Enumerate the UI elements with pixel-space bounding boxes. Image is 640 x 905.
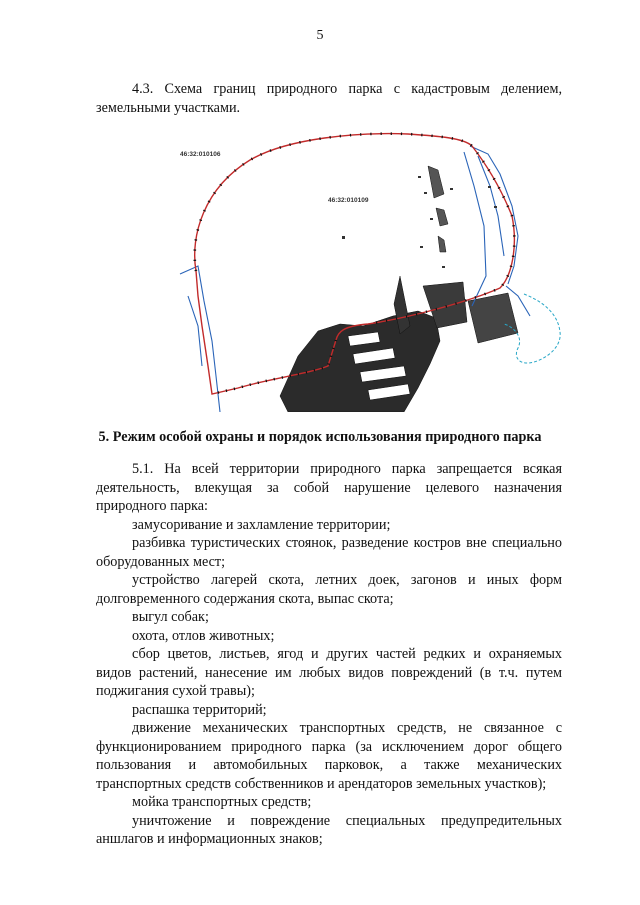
list-item-line: охота, отлов животных; [132,627,275,644]
list-item-line: функционированием природного парка (за исключением дорог общего [96,738,562,755]
list-item-line: замусоривание и захламление территории; [132,516,391,533]
section-4-3-caption [96,80,562,117]
list-item [96,534,562,571]
settlement-blocks [280,166,518,412]
section-5-body [96,460,562,849]
list-item-line: пользования и автомобильных парковок, а также механических [96,757,562,773]
list-item-line: долговременного содержания скота, выпас скота; [96,590,394,607]
cadastral-map [168,126,570,412]
list-item-line: видов растений, нанесение им любых видов повреждений (в т.ч. путем [96,664,562,681]
list-item-line: сбор цветов, листьев, ягод и других частей редких и охраняемых [132,646,562,662]
list-item-line: устройство лагерей скота, летних доек, загонов и иных форм [132,572,562,588]
list-item [96,608,562,627]
list-item-line: оборудованных мест; [96,553,226,570]
list-item-line: выгул собак; [132,609,209,625]
list-item [96,812,562,849]
intro-line: деятельность, влекущая за собой нарушение целевого назначения [96,479,562,496]
list-item-line: уничтожение и повреждение специальных предупредительных [132,812,562,829]
list-item-line: мойка транспортных средств; [132,794,312,810]
intro-line: 5.1. На всей территории природного парка запрещается всякая [132,461,562,477]
list-item [96,516,562,535]
list-item [96,571,562,608]
section-5-heading: 5. Режим особой охраны и порядок использования природного парка [98,429,542,445]
list-item [96,645,562,701]
list-item [96,627,562,646]
list-item-line: аншлагов и информационных знаков; [96,831,323,847]
list-item-line: распашка территорий; [132,701,267,718]
list-item-line: транспортных средств собственников и арендаторов земельных участков); [96,775,547,792]
caption-line: земельными участками. [96,99,241,116]
list-item [96,719,562,793]
list-item [96,793,562,812]
page-number: 5 [316,28,324,43]
list-item-line: разбивка туристических стоянок, разведение костров вне специально [132,535,562,551]
parcel-label-a: 46:32:010106 [180,151,221,158]
intro-line: природного парка: [96,498,208,514]
list-item [96,701,562,720]
list-item-line: поджигания сухой травы); [96,683,255,699]
caption-line: 4.3. Схема границ природного парка с кадастровым делением, [132,81,562,97]
list-item-line: движение механических транспортных средств, не связанное с [132,720,562,736]
parcel-label-b: 46:32:010109 [328,197,369,204]
